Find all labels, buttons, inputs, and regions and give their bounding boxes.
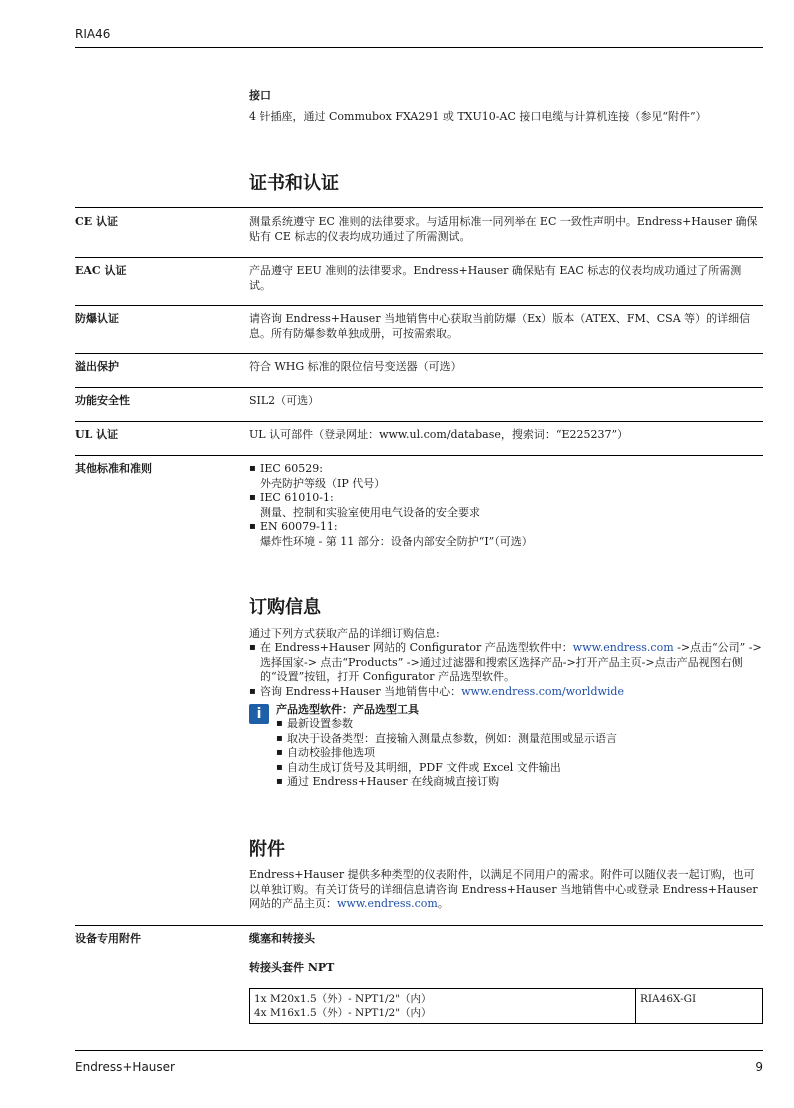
worldwide-link[interactable]: www.endress.com/worldwide: [461, 684, 624, 698]
page-number: 9: [755, 1060, 763, 1074]
device-accessories-label: 设备专用附件: [75, 932, 141, 945]
note-title: 产品选型软件：产品选型工具: [276, 703, 419, 716]
section-divider: [75, 387, 763, 388]
list-item: ▪ IEC 60529: 外壳防护等级（IP 代号）: [249, 462, 763, 491]
section-divider: [75, 305, 763, 306]
list-item: ▪ 咨询 Endress+Hauser 当地销售中心：www.endress.com/worldwide: [249, 685, 763, 700]
table-cell-description: 1x M20x1.5（外）- NPT1/2"（内） 4x M16x1.5（外）- NPT1/2"（内）: [250, 989, 636, 1024]
ordering-intro: 通过下列方式获取产品的详细订购信息:: [249, 627, 440, 640]
ul-text: UL 认可部件（登录网址：www.ul.com/database，搜索词：“E225237”）: [249, 428, 629, 441]
ordering-list: [249, 641, 763, 699]
ce-text: 测量系统遵守 EC 准则的法律要求。与适用标准一同列举在 EC 一致性声明中。Endress+Hauser 确保贴有 CE 标志的仪表均成功通过了所需测试。: [249, 215, 758, 243]
ex-label: 防爆认证: [75, 312, 119, 325]
section-divider: [75, 421, 763, 422]
table-cell-order-code: RIA46X-GI: [636, 989, 763, 1024]
list-item: ▪ 最新设置参数: [276, 717, 763, 732]
accessories-intro: Endress+Hauser 提供多种类型的仪表附件，以满足不同用户的需求。附件可以随仪表一起订购，也可以单独订购。有关订货号的详细信息请咨询 Endress+Hauser 当地销售中心或登录 Endress+Hauser 网站的产品主页：www.endress.com。: [249, 868, 758, 910]
eac-text: 产品遵守 EEU 准则的法律要求。Endress+Hauser 确保贴有 EAC 标志的仪表均成功通过了所需测试。: [249, 264, 742, 292]
certificates-heading: 证书和认证: [249, 173, 339, 194]
list-item: ▪ 在 Endress+Hauser 网站的 Configurator 产品选型软件中：www.endress.com ->点击“公司” ->选择国家-> 点击“Products” ->通过过滤器和搜索区选择产品->打开产品主页->点击产品视图右侧的“设置”按钮，打开 Configurator 产品选型软件。: [249, 641, 763, 685]
accessories-heading: 附件: [249, 839, 285, 860]
list-item: ▪ IEC 61010-1: 测量、控制和实验室使用电气设备的安全要求: [249, 491, 763, 520]
npt-adapter-subheading: 转接头套件 NPT: [249, 961, 335, 974]
section-divider: [75, 925, 763, 926]
sil-text: SIL2（可选）: [249, 394, 320, 407]
ul-label: UL 认证: [75, 428, 119, 441]
header-rule: [75, 47, 763, 48]
document-header-title: RIA46: [75, 27, 111, 41]
info-icon: i: [249, 704, 269, 724]
ce-label: CE 认证: [75, 215, 118, 228]
list-item: ▪ EN 60079-11: 爆炸性环境 - 第 11 部分：设备内部安全防护“I”（可选）: [249, 520, 763, 549]
ex-text: 请咨询 Endress+Hauser 当地销售中心获取当前防爆（Ex）版本（ATEX、FM、CSA 等）的详细信息。所有防爆参数单独成册，可按需索取。: [249, 312, 751, 340]
list-item: ▪ 通过 Endress+Hauser 在线商城直接订购: [276, 775, 763, 790]
accessory-table: [249, 988, 763, 1024]
overfill-label: 溢出保护: [75, 360, 119, 373]
interface-text: 4 针插座，通过 Commubox FXA291 或 TXU10-AC 接口电缆与计算机连接（参见“附件”）: [249, 110, 707, 123]
cable-glands-subheading: 缆塞和转接头: [249, 932, 315, 945]
note-list: [276, 717, 763, 790]
footer-rule: [75, 1050, 763, 1051]
section-divider: [75, 455, 763, 456]
ordering-heading: 订购信息: [249, 597, 321, 618]
footer-brand: Endress+Hauser: [75, 1060, 175, 1074]
endress-link[interactable]: www.endress.com: [572, 641, 674, 654]
sil-label: 功能安全性: [75, 394, 130, 407]
interface-label: 接口: [249, 89, 271, 102]
list-item: ▪ 自动生成订货号及其明细，PDF 文件或 Excel 文件输出: [276, 761, 763, 776]
table-row: [250, 989, 763, 1024]
overfill-text: 符合 WHG 标准的限位信号变送器（可选）: [249, 360, 462, 373]
list-item: ▪ 自动校验排他选项: [276, 746, 763, 761]
endress-link[interactable]: www.endress.com: [337, 897, 438, 910]
other-standards-label: 其他标准和准则: [75, 462, 152, 475]
section-divider: [75, 207, 763, 208]
other-standards-list: [249, 462, 763, 549]
section-divider: [75, 257, 763, 258]
section-divider: [75, 353, 763, 354]
eac-label: EAC 认证: [75, 264, 127, 277]
list-item: ▪ 取决于设备类型：直接输入测量点参数，例如：测量范围或显示语言: [276, 732, 763, 747]
